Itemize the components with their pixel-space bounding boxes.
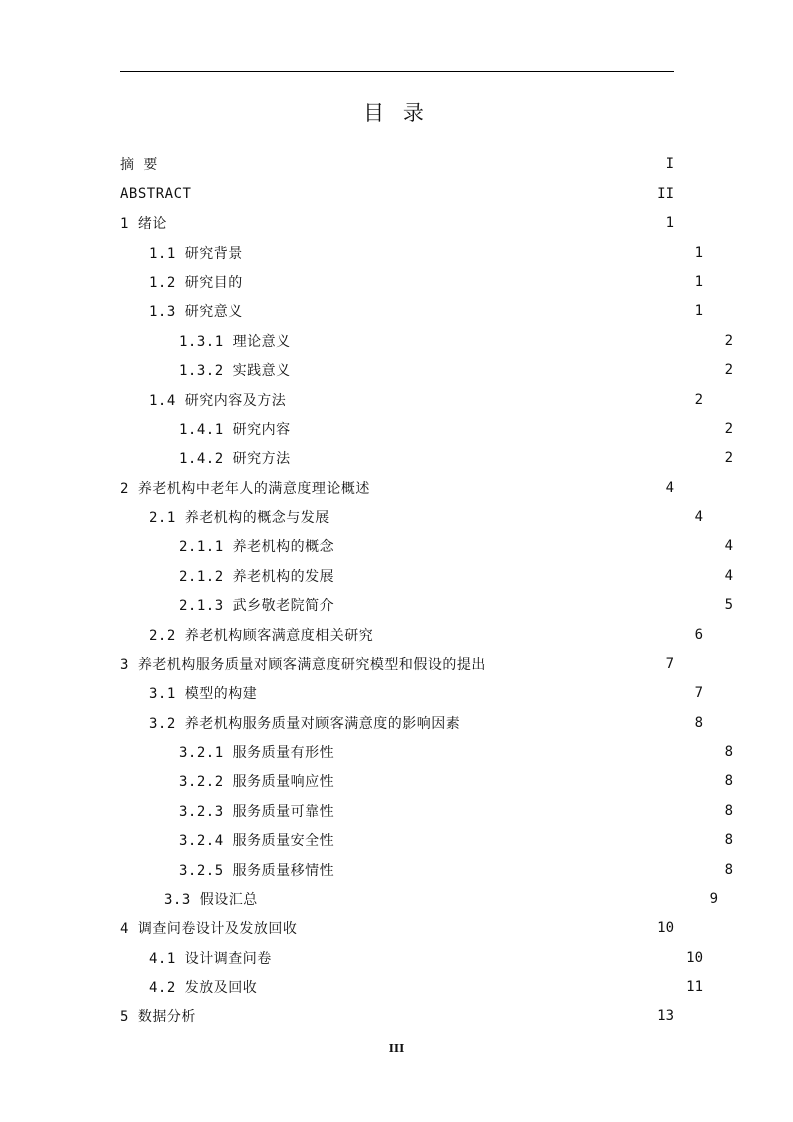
dot-leader	[166, 157, 660, 171]
toc-entry-label: 1.3 研究意义	[149, 304, 243, 320]
toc-entry[interactable]	[120, 565, 733, 587]
dot-leader	[204, 1009, 653, 1023]
dot-leader	[251, 304, 689, 318]
dot-leader	[342, 745, 719, 759]
toc-entry[interactable]	[120, 829, 733, 851]
dot-leader	[280, 951, 682, 965]
dot-leader	[342, 863, 719, 877]
dot-leader	[265, 686, 689, 700]
toc-entry-page: 8	[724, 803, 733, 819]
toc-entry[interactable]	[120, 800, 733, 822]
toc-entry-label: 2.2 养老机构顾客满意度相关研究	[149, 628, 374, 644]
dot-leader	[305, 921, 653, 935]
toc-entry-label: 1.3.2 实践意义	[179, 363, 291, 379]
toc-entry[interactable]	[120, 447, 733, 469]
toc-entry[interactable]	[120, 506, 703, 528]
toc-entry-label: 3 养老机构服务质量对顾客满意度研究模型和假设的提出	[120, 657, 486, 673]
dot-leader	[266, 892, 704, 906]
toc-entry-label: 3.2 养老机构服务质量对顾客满意度的影响因素	[149, 716, 461, 732]
toc-entry-page: 9	[709, 891, 718, 907]
toc-entry[interactable]	[120, 741, 733, 763]
toc-entry-label: 4 调查问卷设计及发放回收	[120, 921, 298, 937]
toc-entry[interactable]	[120, 271, 703, 293]
dot-leader	[381, 628, 689, 642]
toc-entry-label: 3.2.3 服务质量可靠性	[179, 804, 335, 820]
dot-leader	[342, 774, 719, 788]
toc-entry-page: 1	[665, 215, 674, 231]
page-number: III	[388, 1042, 405, 1055]
dot-leader	[342, 539, 719, 553]
dot-leader	[468, 716, 689, 730]
toc-entry[interactable]	[120, 153, 674, 175]
dot-leader	[199, 187, 653, 201]
toc-entry[interactable]	[120, 712, 703, 734]
toc-entry[interactable]	[120, 242, 703, 264]
dot-leader	[338, 510, 689, 524]
toc-entry-page: 10	[657, 920, 674, 936]
dot-leader	[294, 393, 689, 407]
toc-entry-page: 1	[694, 274, 703, 290]
toc-entry-page: 1	[694, 245, 703, 261]
toc-entry[interactable]	[120, 682, 703, 704]
toc-entry[interactable]	[120, 888, 718, 910]
toc-entry-page: 4	[724, 568, 733, 584]
toc-entry-page: 8	[724, 862, 733, 878]
toc-entry-page: 1	[694, 303, 703, 319]
dot-leader	[299, 422, 719, 436]
toc-entry-page: 5	[724, 597, 733, 613]
dot-leader	[494, 657, 660, 671]
dot-leader	[342, 833, 719, 847]
toc-entry-page: 2	[724, 421, 733, 437]
toc-entry[interactable]	[120, 212, 674, 234]
toc-entry-label: 3.2.5 服务质量移情性	[179, 863, 335, 879]
toc-entry-page: 2	[724, 362, 733, 378]
toc-entry-page: 2	[694, 392, 703, 408]
toc-entry[interactable]	[120, 1005, 674, 1027]
dot-leader	[378, 481, 660, 495]
dot-leader	[342, 804, 719, 818]
toc-entry[interactable]	[120, 359, 733, 381]
toc-entry-page: 2	[724, 333, 733, 349]
toc-entry[interactable]	[120, 594, 733, 616]
dot-leader	[342, 598, 719, 612]
toc-entry-label: 1.1 研究背景	[149, 246, 243, 262]
toc-entry[interactable]	[120, 653, 674, 675]
toc-entry[interactable]	[120, 183, 674, 205]
dot-leader	[265, 980, 682, 994]
toc-entry-label: 1.2 研究目的	[149, 275, 243, 291]
toc-entry[interactable]	[120, 535, 733, 557]
toc-entry-label: 3.2.2 服务质量响应性	[179, 774, 335, 790]
dot-leader	[251, 275, 689, 289]
toc-entry[interactable]	[120, 859, 733, 881]
toc-entry-label: 4.1 设计调查问卷	[149, 951, 272, 967]
toc-entry-page: 10	[686, 950, 703, 966]
toc-entry-page: 6	[694, 627, 703, 643]
toc-entry-page: 4	[724, 538, 733, 554]
dot-leader	[175, 216, 660, 230]
toc-entry-label: 摘 要	[120, 157, 158, 173]
header-rule	[120, 71, 674, 72]
toc-entry-label: 2.1 养老机构的概念与发展	[149, 510, 330, 526]
toc-entry-page: I	[665, 156, 674, 172]
toc-entry-label: 1.4.1 研究内容	[179, 422, 291, 438]
toc-entry[interactable]	[120, 976, 703, 998]
toc-entry[interactable]	[120, 330, 733, 352]
toc-entry-page: 4	[665, 480, 674, 496]
toc-title: 目 录	[363, 101, 430, 125]
toc-entry[interactable]	[120, 917, 674, 939]
toc-entry-label: 1 绪论	[120, 216, 167, 232]
toc-entry-page: 7	[694, 685, 703, 701]
dot-leader	[299, 334, 719, 348]
toc-entry[interactable]	[120, 300, 703, 322]
toc-entry-page: 8	[724, 744, 733, 760]
toc-entry-page: 8	[724, 832, 733, 848]
toc-entry-label: 1.4.2 研究方法	[179, 451, 291, 467]
toc-entry-label: 2.1.2 养老机构的发展	[179, 569, 335, 585]
toc-entry-label: 5 数据分析	[120, 1009, 196, 1025]
dot-leader	[342, 569, 719, 583]
toc-entry-label: ABSTRACT	[120, 186, 192, 202]
toc-entry-page: 4	[694, 509, 703, 525]
toc-entry-label: 2 养老机构中老年人的满意度理论概述	[120, 481, 370, 497]
toc-entry-label: 3.2.4 服务质量安全性	[179, 833, 335, 849]
toc-entry-page: 8	[724, 773, 733, 789]
dot-leader	[299, 451, 719, 465]
toc-entry-label: 3.1 模型的构建	[149, 686, 258, 702]
toc-entry-page: 8	[694, 715, 703, 731]
toc-entry[interactable]	[120, 624, 703, 646]
toc-entry-label: 2.1.1 养老机构的概念	[179, 539, 335, 555]
toc-entry-page: 2	[724, 450, 733, 466]
toc-entry-label: 1.3.1 理论意义	[179, 334, 291, 350]
toc-entry-page: 7	[665, 656, 674, 672]
toc-entry[interactable]	[120, 770, 733, 792]
dot-leader	[299, 363, 719, 377]
toc-entry-label: 4.2 发放及回收	[149, 980, 258, 996]
toc-entry[interactable]	[120, 477, 674, 499]
toc-entry-label: 1.4 研究内容及方法	[149, 393, 287, 409]
dot-leader	[251, 246, 689, 260]
toc-entry-page: 13	[657, 1008, 674, 1024]
toc-entry-label: 3.2.1 服务质量有形性	[179, 745, 335, 761]
toc-entry-label: 3.3 假设汇总	[164, 892, 258, 908]
toc-entry[interactable]	[120, 389, 703, 411]
toc-entry[interactable]	[120, 418, 733, 440]
toc-entry-label: 2.1.3 武乡敬老院简介	[179, 598, 335, 614]
toc-entry-page: 11	[686, 979, 703, 995]
toc-entry-page: II	[657, 186, 674, 202]
toc-entry[interactable]	[120, 947, 703, 969]
